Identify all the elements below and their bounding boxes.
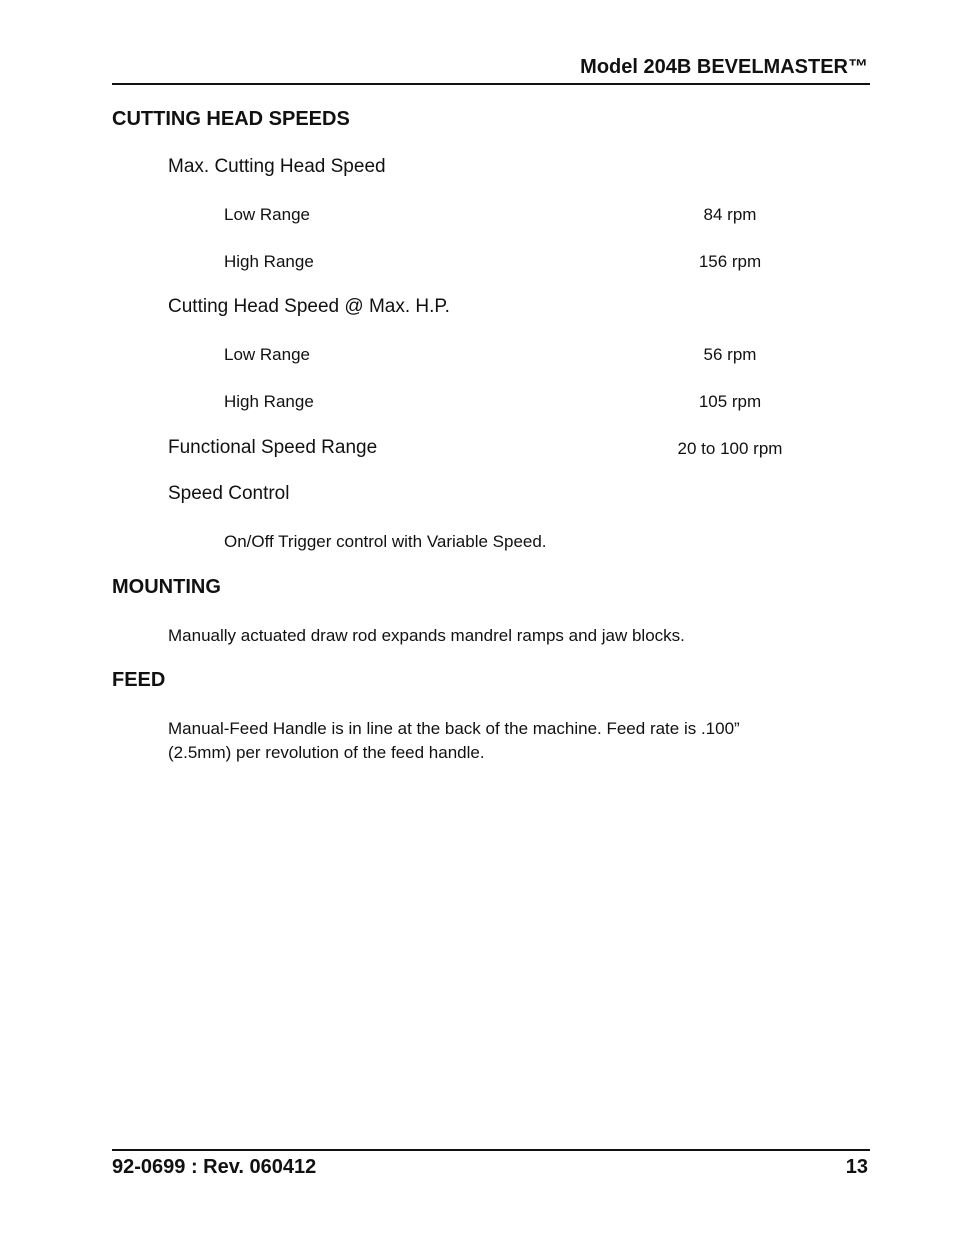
header-rule: [112, 83, 870, 85]
max-speed-low-label: Low Range: [224, 205, 311, 224]
feed-text-line-2: (2.5mm) per revolution of the feed handle.: [168, 743, 485, 762]
feed-text-line-1: Manual-Feed Handle is in line at the back of the machine. Feed rate is .100”: [168, 719, 740, 738]
document-title: Model 204B BEVELMASTER™: [580, 56, 868, 78]
max-speed-label: Max. Cutting Head Speed: [168, 156, 386, 177]
mounting-text: Manually actuated draw rod expands mandrel ramps and jaw blocks.: [168, 626, 685, 645]
section-heading-mounting: MOUNTING: [112, 576, 221, 598]
document-number: 92-0699 : Rev. 060412: [112, 1156, 317, 1178]
max-hp-speed-high-value: 105 rpm: [698, 392, 762, 411]
max-speed-high-label: High Range: [224, 252, 314, 271]
max-hp-speed-label: Cutting Head Speed @ Max. H.P.: [168, 296, 450, 317]
section-heading-cutting-head-speeds: CUTTING HEAD SPEEDS: [112, 108, 350, 130]
footer-rule: [112, 1149, 870, 1151]
max-speed-high-value: 156 rpm: [698, 252, 762, 271]
max-hp-speed-low-value: 56 rpm: [703, 345, 757, 364]
functional-speed-range-label: Functional Speed Range: [168, 437, 378, 458]
max-speed-low-value: 84 rpm: [703, 205, 757, 224]
max-hp-speed-high-label: High Range: [224, 392, 314, 411]
speed-control-description: On/Off Trigger control with Variable Speed.: [224, 532, 547, 551]
page-number: 13: [845, 1156, 868, 1178]
functional-speed-range-value: 20 to 100 rpm: [677, 439, 783, 458]
section-heading-feed: FEED: [112, 669, 166, 691]
max-hp-speed-low-label: Low Range: [224, 345, 311, 364]
speed-control-label: Speed Control: [168, 483, 290, 504]
